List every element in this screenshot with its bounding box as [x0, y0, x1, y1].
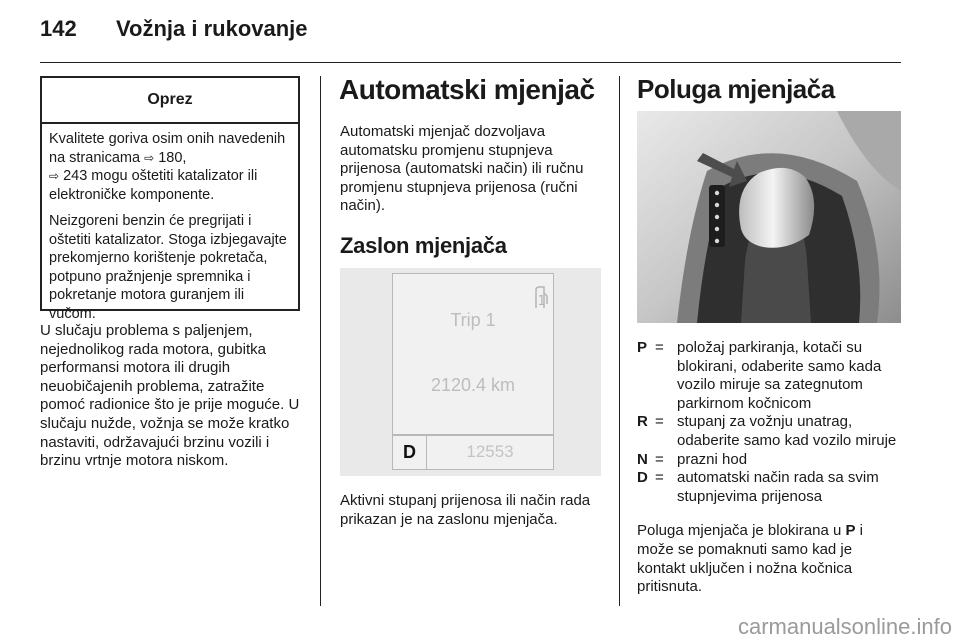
- list-item: [637, 339, 903, 413]
- column-divider-2: [619, 76, 620, 606]
- position-description: automatski način rada sa svim stupnjevima prijenosa: [677, 469, 879, 505]
- list-item: [637, 451, 903, 470]
- caution-text-c: 243 mogu oštetiti katalizator ili elektroničke komponente.: [49, 168, 258, 203]
- intro-text: Automatski mjenjač dozvoljava automatsku promjenu stupnjeva prijenosa (automatski način) ili ručnu promjenu stupnjeva prijenosa (ručni način).: [340, 123, 584, 215]
- position-description: prazni hod: [677, 450, 748, 468]
- section-heading-selector-lever: Poluga mjenjača: [637, 74, 835, 104]
- list-item: [637, 413, 903, 450]
- left-paragraph: [40, 322, 310, 471]
- caution-paragraph-2: Neizgoreni benzin će pregrijati i oštetiti katalizator. Stoga izbjegavajte prekomjerno korištenje pokretača, potpuno pražnjenje spremnika i pokretanje motora guranjem ili vučom.: [49, 213, 287, 322]
- trip-label: Trip 1: [450, 310, 496, 330]
- selector-lever-photo: [637, 111, 901, 323]
- page-reference-icon[interactable]: ⇨: [144, 150, 155, 165]
- driver-info-display: [392, 273, 554, 470]
- note-park-key: P: [845, 522, 856, 540]
- position-key: N: [637, 450, 648, 468]
- transmission-display-figure: [340, 268, 601, 476]
- caution-body: [42, 124, 298, 323]
- section-heading-automatic-transmission: Automatski mjenjač: [339, 74, 595, 105]
- position-key: D: [637, 469, 648, 487]
- caption-text: Aktivni stupanj prijenosa ili način rada prikazan je na zaslonu mjenjača.: [340, 492, 591, 528]
- header-divider: [40, 62, 901, 63]
- position-equals: =: [655, 413, 664, 431]
- note-text-a: Poluga mjenjača je blokirana u: [637, 522, 846, 540]
- column-divider-1: [320, 76, 321, 606]
- lever-lock-note: [637, 522, 903, 596]
- page-title: Vožnja i rukovanje: [116, 16, 308, 41]
- caution-text-b: 180,: [154, 149, 187, 166]
- page-number: 142: [40, 16, 77, 41]
- position-equals: =: [655, 339, 664, 356]
- trip-distance: 2120.4 km: [430, 375, 516, 395]
- caution-title: Oprez: [42, 78, 298, 124]
- gear-position-list: [637, 339, 903, 597]
- position-key: R: [637, 413, 648, 431]
- list-item: [637, 469, 903, 506]
- page-reference-icon[interactable]: ⇨: [49, 169, 60, 183]
- caution-text-a: Kvalitete goriva osim onih navedenih na stranicama: [49, 131, 286, 166]
- left-text: U slučaju problema s paljenjem, nejednolikog rada motora, gubitka performansi motora ili drugih neuobičajenih problema, zatražite pomoć radionice što je prije moguće. U slučaju nužde, vožnja se može kratko nastaviti, održavajući brzinu vozili i brzinu vrtnje motora niskom.: [40, 322, 300, 470]
- note-text-b: i može se pomaknuti samo kad je kontakt uključen i nožna kočnica pritisnuta.: [637, 522, 863, 596]
- position-key: P: [637, 339, 648, 356]
- position-equals: =: [655, 450, 664, 468]
- watermark: carmanualsonline.info: [737, 614, 952, 639]
- display-caption: [340, 492, 608, 529]
- intro-paragraph: [340, 123, 608, 216]
- odometer-reading: 12553: [466, 442, 514, 461]
- gear-indicator: D: [393, 435, 427, 469]
- position-description: stupanj za vožnju unatrag, odaberite samo kad vozilo miruje: [677, 413, 897, 449]
- caution-box: [40, 76, 300, 322]
- svg-text:1: 1: [537, 294, 546, 309]
- position-description: položaj parkiranja, kotači su blokirani, odaberite samo kada vozilo miruje sa zategnutom parkirnom kočnicom: [677, 339, 882, 412]
- position-equals: =: [655, 469, 664, 487]
- caution-paragraph-1: [49, 130, 291, 204]
- subheading-transmission-display: Zaslon mjenjača: [340, 233, 507, 258]
